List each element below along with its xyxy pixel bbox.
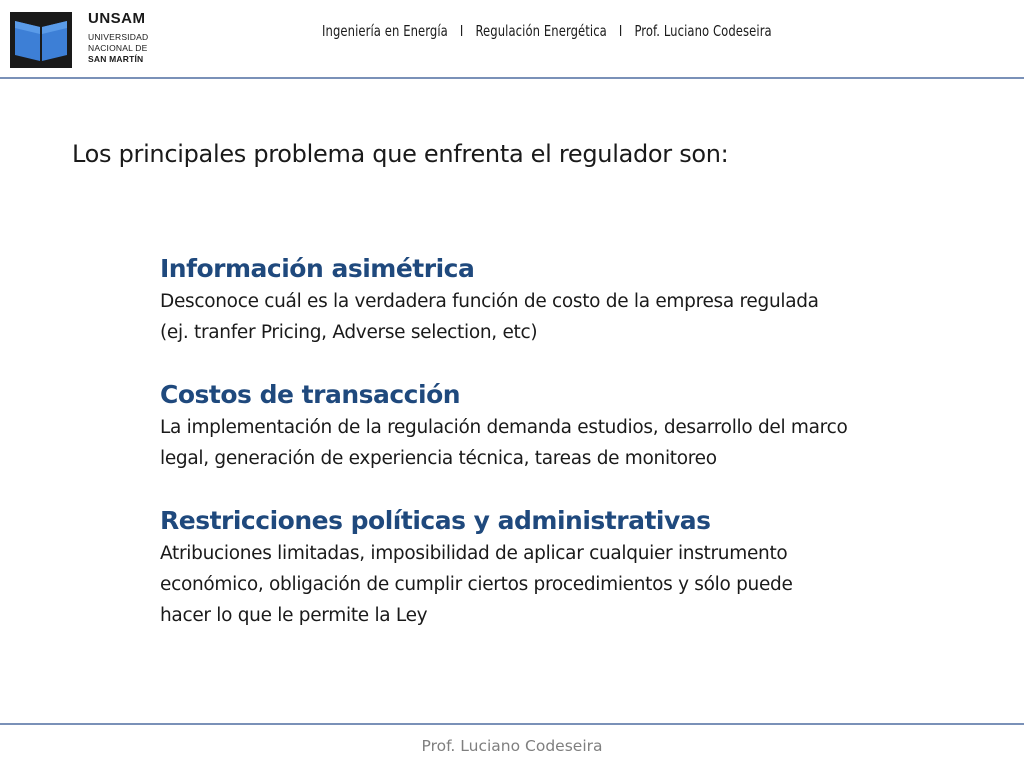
section-text-line: económico, obligación de cumplir ciertos procedimientos y sólo puede [160,574,793,595]
section-text-line: hacer lo que le permite la Ley [160,605,428,626]
slide-header [0,0,1024,78]
section-heading: Costos de transacción [160,380,461,409]
logo-text [88,10,148,65]
header-subject: Regulación Energética [475,22,607,40]
section-heading: Información asimétrica [160,254,475,283]
header-title [322,22,772,40]
header-separator: I [618,22,623,40]
footer-divider [0,723,1024,725]
header-divider [0,77,1024,79]
logo-name: UNSAM [88,10,146,27]
section-asymmetric-information [160,252,980,348]
header-course: Ingeniería en Energía [322,22,448,40]
slide-content [160,252,980,661]
section-text-line: La implementación de la regulación demanda estudios, desarrollo del marco [160,417,848,438]
section-heading: Restricciones políticas y administrativas [160,506,711,535]
section-text-line: legal, generación de experiencia técnica, tareas de monitoreo [160,448,717,469]
unsam-logo [10,10,160,70]
section-text-line: Desconoce cuál es la verdadera función de costo de la empresa regulada [160,291,819,312]
section-text-line: (ej. tranfer Pricing, Adverse selection, etc) [160,322,538,343]
slide-title: Los principales problema que enfrenta el regulador son: [72,140,729,168]
section-text-line: Atribuciones limitadas, imposibilidad de aplicar cualquier instrumento [160,543,788,564]
logo-line-3: SAN MARTÍN [88,54,144,64]
section-political-restrictions [160,504,980,631]
open-book-icon [10,12,72,68]
header-professor: Prof. Luciano Codeseira [634,22,772,40]
header-separator: I [459,22,464,40]
logo-line-2: NACIONAL DE [88,43,148,53]
section-transaction-costs [160,378,980,474]
logo-line-1: UNIVERSIDAD [88,32,149,42]
slide-footer: Prof. Luciano Codeseira [421,737,603,755]
